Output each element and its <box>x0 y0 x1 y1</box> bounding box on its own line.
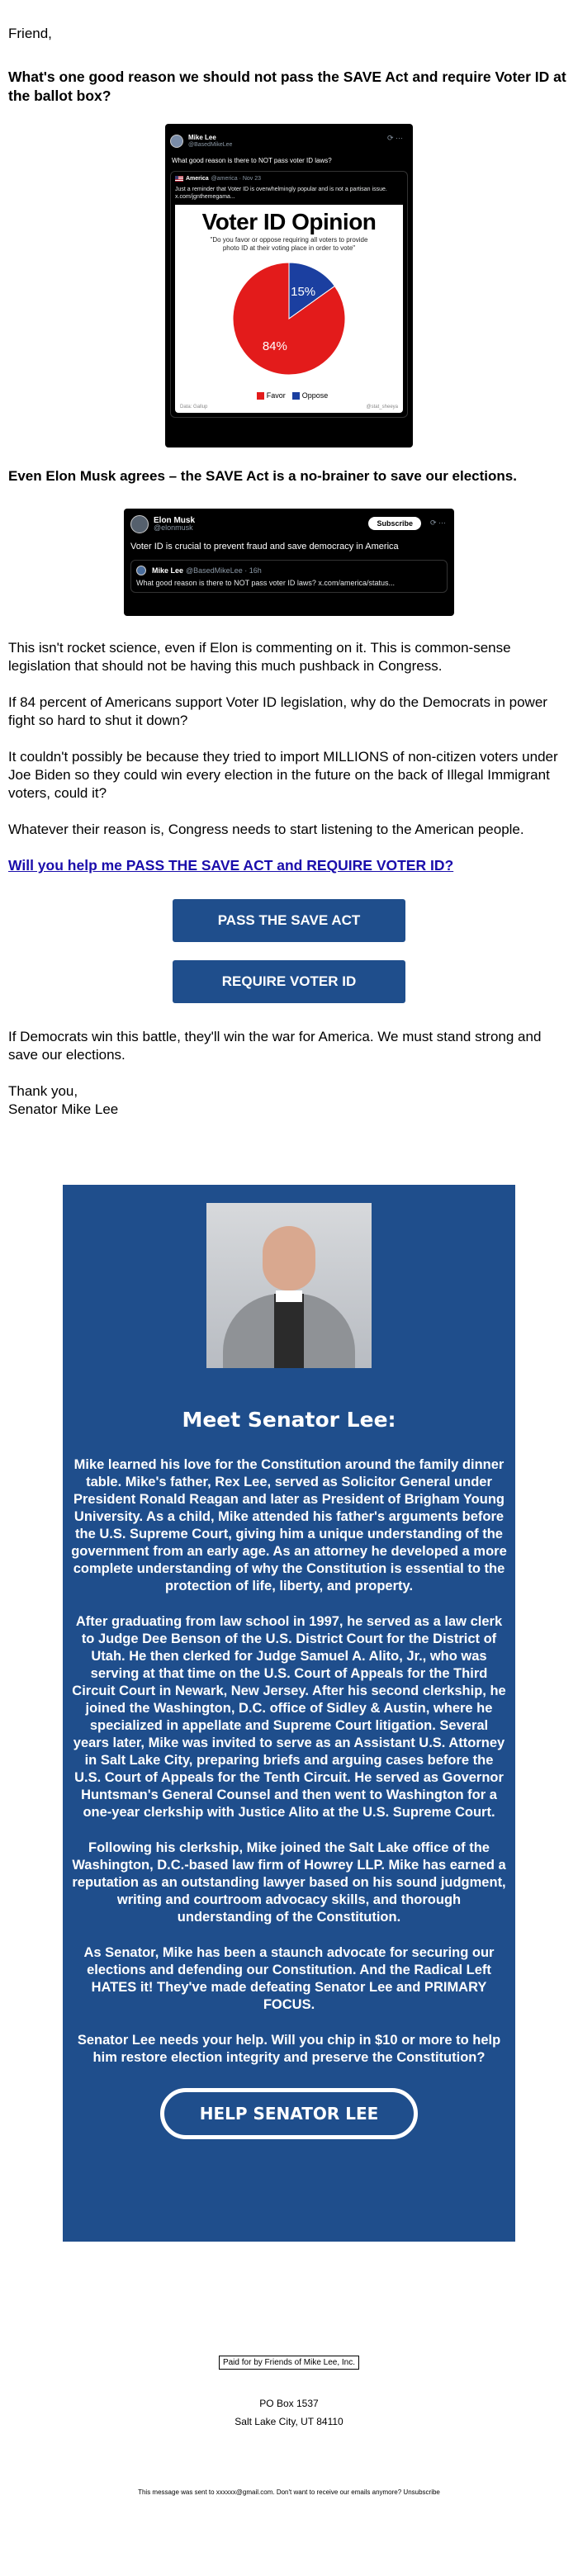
chart-subtitle: "Do you favor or oppose requiring all voters to provide photo ID at their voting place in order to vote" <box>210 236 368 252</box>
require-voter-id-button[interactable]: REQUIRE VOTER ID <box>173 960 405 1003</box>
signoff-name: Senator Mike Lee <box>8 1101 119 1117</box>
footer <box>8 2354 570 2496</box>
address-line-1: PO Box 1537 <box>259 2398 319 2409</box>
paragraph: Whatever their reason is, Congress needs to start listening to the American people. <box>8 822 524 837</box>
more-icon: ⟳ ··· <box>429 519 446 527</box>
closing-paragraph: If Democrats win this battle, they'll win the war for America. We must stand strong and save our elections. <box>8 1029 542 1063</box>
paragraph: It couldn't possibly be because they tried to import MILLIONS of non-citizen voters under Joe Biden so they could win every election in the future on the back of Illegal Immigrant voters, could it? <box>8 749 558 801</box>
more-icon: ⟳ ··· <box>386 134 403 142</box>
paragraph: If 84 percent of Americans support Voter ID legislation, why do the Democrats in power fight so hard to shut it down? <box>8 694 547 728</box>
pie-label-oppose: 15% <box>291 284 316 299</box>
cta-link[interactable]: Will you help me PASS THE SAVE ACT and REQUIRE VOTER ID? <box>8 857 454 874</box>
quoted-tweet[interactable] <box>130 560 448 593</box>
quote-text: What good reason is there to NOT pass voter ID laws? x.com/america/status... <box>136 579 395 587</box>
chart-source: Data: Gallup <box>180 405 208 410</box>
tweet-text: Voter ID is crucial to prevent fraud and save democracy in America <box>130 542 399 552</box>
help-senator-lee-button[interactable]: HELP SENATOR LEE <box>160 2088 418 2139</box>
subscribe-button[interactable]: Subscribe <box>368 517 421 530</box>
address-line-2: Salt Lake City, UT 84110 <box>235 2416 343 2427</box>
poll-chart-card <box>175 205 403 413</box>
tweet-embed-elon-musk[interactable] <box>124 509 454 616</box>
bio-paragraph: Mike learned his love for the Constitution around the family dinner table. Mike's father, Rex Lee, served as Solicitor General under President Ronald Reagan and later as President of Brigham Young University. As a child, Mike attended his father's arguments before the U.S. Supreme Court, giving him a unique understanding of the government from an early age. As an attorney he developed a more complete understanding of why the Constitution is essential to the protection of life, liberty, and property. <box>71 1457 507 1593</box>
avatar <box>136 566 146 575</box>
paid-for-disclaimer: Paid for by Friends of Mike Lee, Inc. <box>219 2356 359 2370</box>
bio-paragraph: As Senator, Mike has been a staunch advocate for securing our elections and defending our Constitution. And the Radical Left HATES it! They've made defeating Senator Lee and PRIMARY FOCUS. <box>83 1945 495 2012</box>
pie-label-favor: 84% <box>262 339 287 354</box>
bio-heading: Meet Senator Lee: <box>182 1408 396 1432</box>
quote-handle: @america · Nov 23 <box>211 176 262 182</box>
tweet-author-handle: @BasedMikeLee <box>188 142 233 148</box>
tweet-author-handle: @elonmusk <box>154 523 193 532</box>
quote-handle: @BasedMikeLee · 16h <box>186 566 262 575</box>
legend-swatch-favor <box>257 392 264 400</box>
bio-paragraph: Senator Lee needs your help. Will you chip in $10 or more to help him restore election integrity and preserve the Constitution? <box>77 2033 501 2065</box>
question-heading: What's one good reason we should not pass the SAVE Act and require Voter ID at the ballot box? <box>8 69 566 104</box>
legend-label-favor: Favor <box>266 391 286 400</box>
legend-label-oppose: Oppose <box>301 391 329 400</box>
us-flag-icon <box>175 176 183 182</box>
paragraph: This isn't rocket science, even if Elon is commenting on it. This is common-sense legislation that should not be having this much pushback in Congress. <box>8 640 511 674</box>
tweet-embed-mike-lee[interactable] <box>165 124 413 447</box>
chart-credit: @stat_sheeya <box>366 405 398 410</box>
chart-legend <box>180 391 398 400</box>
senator-photo <box>206 1203 372 1368</box>
quoted-tweet[interactable] <box>170 171 408 418</box>
unsubscribe-notice[interactable]: This message was sent to xxxxxx@gmail.com. Don't want to receive our emails anymore? Unsubscribe <box>138 2488 440 2496</box>
musk-heading: Even Elon Musk agrees – the SAVE Act is a no-brainer to save our elections. <box>8 468 517 484</box>
quote-author: Mike Lee <box>152 566 184 575</box>
tweet-author-name: Elon Musk <box>154 516 196 525</box>
bio-paragraph: After graduating from law school in 1997, he served as a law clerk to Judge Dee Benson of the U.S. District Court for the District of Utah. He then clerked for Judge Samuel A. Alito, Jr., who was serving at that time on the U.S. Court of Appeals for the Third Circuit Court in Newark, New Jersey. After his second clerkship, he joined the Washington, D.C. office of Sidley & Austin, where he specialized in appellate and Supreme Court litigation. Several years later, Mike was invited to serve as an Assistant U.S. Attorney in Salt Lake City, preparing briefs and arguing cases before the U.S. Court of Appeals for the Tenth Circuit. He served as Governor Huntsman's General Counsel and then went to Washington for a one-year clerkship with Justice Alito at the U.S. Supreme Court. <box>72 1614 506 1820</box>
chart-title: Voter ID Opinion <box>201 209 377 234</box>
bio-section <box>63 1185 515 2242</box>
bio-paragraph: Following his clerkship, Mike joined the Salt Lake office of the Washington, D.C.-based law firm of Howrey LLP. Mike has earned a reputation as an outstanding lawyer based on his sound judgment, writing and courtroom advocacy skills, and thorough understanding of the Constitution. <box>72 1840 506 1925</box>
tweet-text: What good reason is there to NOT pass voter ID laws? <box>172 157 332 164</box>
signoff-thanks: Thank you, <box>8 1083 78 1099</box>
pie-chart <box>231 261 347 376</box>
tweet-author-name: Mike Lee <box>188 134 216 141</box>
pass-save-act-button[interactable]: PASS THE SAVE ACT <box>173 899 405 942</box>
greeting: Friend, <box>8 26 52 41</box>
quote-text: Just a reminder that Voter ID is overwhelmingly popular and is not a partisan issue. x.com/jgnthemegama... <box>175 187 387 200</box>
avatar <box>170 135 183 148</box>
legend-swatch-oppose <box>292 392 300 400</box>
quote-author: America <box>186 176 209 182</box>
avatar <box>130 515 149 533</box>
